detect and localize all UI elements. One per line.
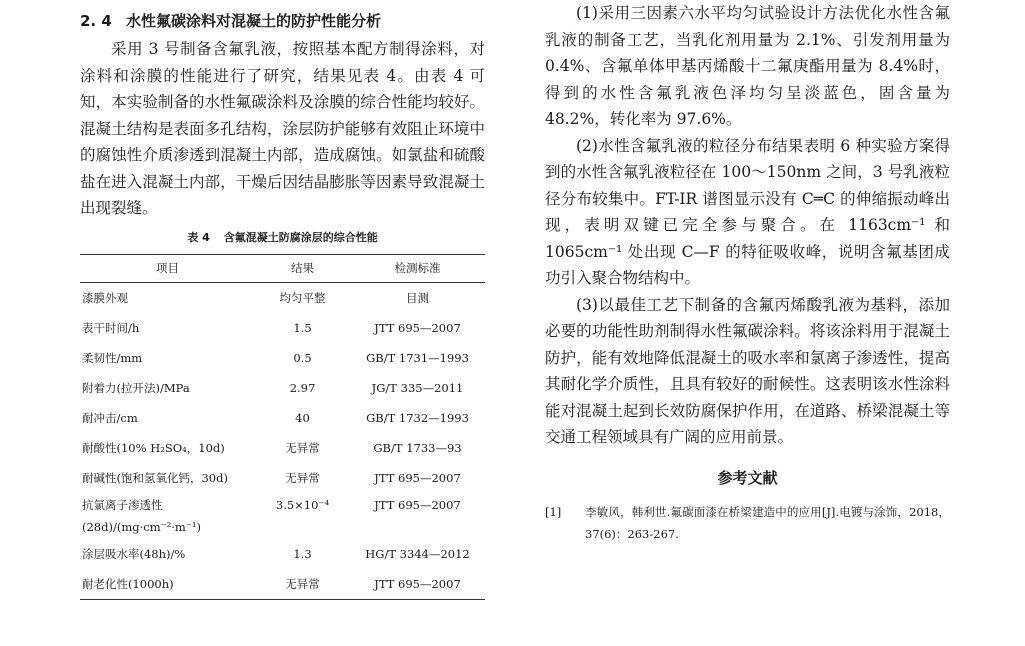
section-title: 水性氟碳涂料对混凝土的防护性能分析: [126, 12, 382, 30]
cell-standard: JTT 695—2007: [374, 497, 461, 512]
references-heading: 参考文献: [717, 468, 778, 487]
cell-result: 无异常: [285, 440, 320, 455]
cell-result: 1.5: [293, 320, 312, 335]
table-row: [80, 433, 485, 463]
cell-item: 表干时间/h: [82, 320, 140, 335]
cell-item: 抗氯离子渗透性(28d)/(mg·cm⁻²·m⁻¹): [82, 497, 202, 534]
cell-standard: JTT 695—2007: [374, 470, 461, 485]
cell-standard: 目测: [406, 290, 429, 305]
conclusion-paragraph: (2)水性含氟乳液的粒径分布结果表明 6 种实验方案得到的水性含氟乳液粒径在 100～150nm 之间，3 号乳液粒径分布较集中。FT-IR 谱图显示没有 C═C 的伸缩振动峰出现，表明双键已完全参与聚合。在 1163cm⁻¹ 和 1065cm⁻¹ 处出现 C—F 的特征吸收峰，说明含氟基团成功引入聚合物结构中。: [545, 136, 950, 287]
table-row: [80, 463, 485, 493]
header-item: 项目: [80, 254, 255, 282]
header-result: 结果: [255, 254, 350, 282]
cell-result: 无异常: [255, 569, 350, 600]
table-row: [80, 539, 485, 569]
cell-result: 2.97: [289, 380, 316, 395]
header-standard: 检测标准: [350, 254, 485, 282]
table-row: [80, 313, 485, 343]
cell-standard: GB/T 1731—1993: [366, 350, 469, 365]
table-row: [80, 569, 485, 600]
cell-standard: GB/T 1732—1993: [366, 410, 469, 425]
cell-item: 附着力(拉开法)/MPa: [82, 380, 190, 395]
table-caption-text: 含氟混凝土防腐涂层的综合性能: [223, 230, 378, 244]
cell-item: 漆膜外观: [82, 290, 128, 305]
table-row: [80, 282, 485, 313]
conclusion-paragraph: (1)采用三因素六水平均匀试验设计方法优化水性含氟乳液的制备工艺，当乳化剂用量为 2.1%、引发剂用量为 0.4%、含氟单体甲基丙烯酸十二氟庚酯用量为 8.4%时，得到的水性含氟乳液色泽均匀呈淡蓝色，固含量为 48.2%，转化率为 97.6%。: [545, 4, 950, 128]
left-column: [80, 0, 485, 600]
cell-standard: GB/T 1733—93: [373, 440, 462, 455]
right-column: [545, 0, 950, 545]
table-row: [80, 343, 485, 373]
cell-standard: JG/T 335—2011: [371, 380, 464, 395]
cell-standard: HG/T 3344—2012: [365, 546, 470, 561]
table-row: [80, 373, 485, 403]
reference-number: [1]: [545, 504, 562, 519]
table-number: 表 4: [187, 230, 210, 244]
cell-result: 3.5×10⁻⁴: [275, 497, 330, 512]
cell-item: 涂层吸水率(48h)/%: [82, 546, 186, 561]
cell-result: 0.5: [293, 350, 312, 365]
section-paragraph: 采用 3 号制备含氟乳液，按照基本配方制得涂料，对涂料和涂膜的性能进行了研究，结果见表 4。由表 4 可知，本实验制备的水性氟碳涂料及涂膜的综合性能均较好。混凝土结构是表面多孔结构，涂层防护能够有效阻止环境中的腐蚀性介质渗透到混凝土内部，造成腐蚀。如氯盐和硫酸盐在进入混凝土内部，干燥后因结晶膨胀等因素导致混凝土出现裂缝。: [80, 40, 485, 217]
properties-table: [80, 254, 485, 600]
reference-item: [545, 501, 950, 545]
table-row: [80, 403, 485, 433]
cell-item: 耐碱性(饱和氢氧化钙，30d): [82, 470, 228, 485]
table-caption: [80, 228, 485, 248]
conclusion-paragraph: (3)以最佳工艺下制备的含氟丙烯酸乳液为基料，添加必要的功能性助剂制得水性氟碳涂料。将该涂料用于混凝土防护，能有效地降低混凝土的吸水率和氯离子渗透性，提高其耐化学介质性，且具有较好的耐候性。这表明该水性涂料能对混凝土起到长效防腐保护作用，在道路、桥梁混凝土等交通工程领域具有广阔的应用前景。: [545, 295, 950, 446]
cell-result: 40: [295, 410, 310, 425]
cell-item: 耐冲击/cm: [82, 410, 138, 425]
cell-standard: JTT 695—2007: [350, 569, 485, 600]
section-number: 2. 4: [80, 12, 112, 30]
cell-result: 均匀平整: [279, 290, 326, 305]
section-heading: [80, 8, 485, 34]
cell-item: 耐酸性(10% H₂SO₄，10d): [82, 440, 225, 455]
cell-result: 1.3: [293, 546, 312, 561]
cell-standard: JTT 695—2007: [374, 320, 461, 335]
table-header-row: [80, 254, 485, 282]
cell-item: 柔韧性/mm: [82, 350, 143, 365]
cell-result: 无异常: [285, 470, 320, 485]
cell-item: 耐老化性(1000h): [80, 569, 255, 600]
reference-text: 李敏风，韩利世.氟碳面漆在桥梁建造中的应用[J].电镀与涂饰，2018，37(6)：263-267.: [585, 504, 950, 541]
table-row: [80, 493, 485, 539]
